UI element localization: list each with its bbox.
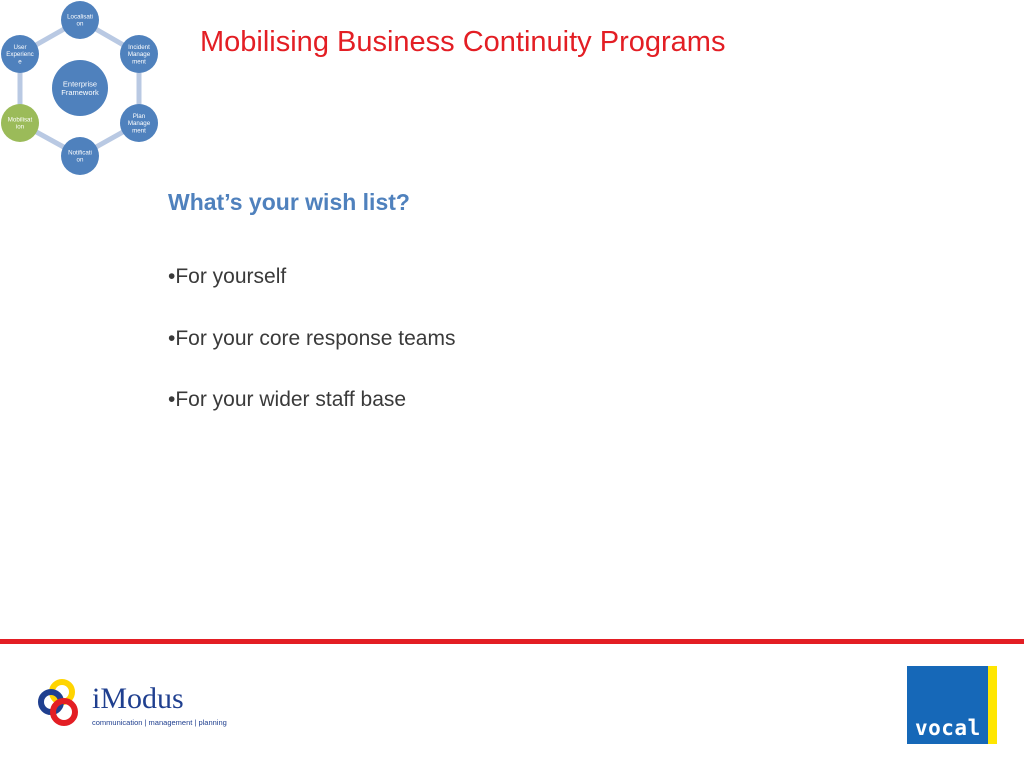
bullet-list	[168, 262, 455, 447]
diagram-node-mobilisation	[1, 104, 39, 142]
diagram-node-label: Plan Manage ment	[127, 113, 151, 135]
diagram-node-user-experience	[1, 35, 39, 73]
wish-list-heading: What’s your wish list?	[168, 189, 410, 215]
vocal-logo	[907, 666, 997, 744]
enterprise-framework-diagram	[0, 0, 170, 180]
diagram-node-label: User Experienc e	[6, 44, 34, 66]
imodus-rings-icon	[36, 678, 86, 732]
diagram-node-notification	[61, 137, 99, 175]
diagram-node-label: Localisati on	[67, 13, 93, 28]
imodus-logo	[36, 676, 227, 734]
diagram-node-label: Incident Manage ment	[127, 44, 151, 66]
vocal-logo-text: vocal	[915, 716, 981, 740]
imodus-tagline: communication | management | planning	[92, 718, 227, 727]
bullet-item: •For your wider staff base	[168, 388, 407, 411]
diagram-node-incident-management	[120, 35, 158, 73]
diagram-node-plan-management	[120, 104, 158, 142]
bullet-item: •For your core response teams	[168, 326, 456, 350]
diagram-node-localisation	[61, 1, 99, 39]
center-node-label: Enterprise Framework	[61, 79, 99, 97]
diagram-node-label: Mobilisat ion	[7, 116, 33, 131]
diagram-center-node	[52, 60, 108, 116]
slide-title: Mobilising Business Continuity Programs	[200, 26, 726, 58]
imodus-brand-name: iModus	[92, 682, 184, 715]
bullet-item: •For yourself	[168, 265, 287, 288]
diagram-node-label: Notificati on	[68, 149, 92, 164]
vocal-logo-stripe	[988, 666, 997, 744]
footer-divider	[0, 639, 1024, 644]
